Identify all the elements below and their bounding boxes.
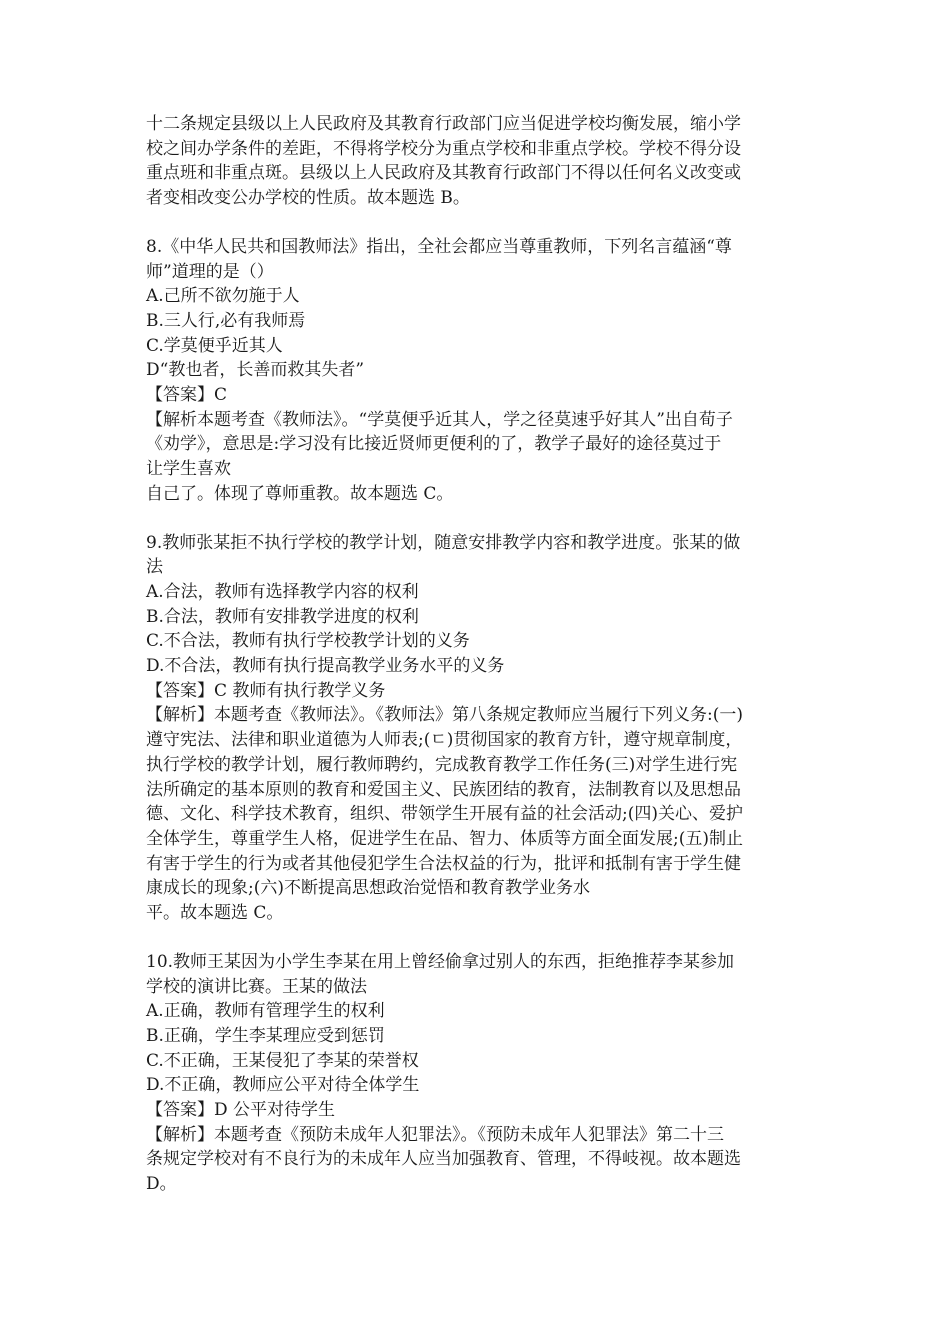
analysis-line: 【解析】本题考查《预防未成年人犯罪法》。《预防未成年人犯罪法》第二十三 [146,1124,724,1145]
option-a: A.合法，教师有选择教学内容的权利 [146,581,419,602]
question-stem: 8.《中华人民共和国教师法》指出，全社会都应当尊重教师，下列名言蕴涵“尊 [146,236,732,257]
answer: 【答案】C 教师有执行教学义务 [146,680,386,701]
analysis-line: 【解析】本题考查《教师法》。《教师法》第八条规定教师应当履行下列义务:(一) [146,705,743,726]
option-c: C.不正确，王某侵犯了李某的荣誉权 [146,1050,419,1071]
option-d: D“教也者，长善而救其失者” [146,360,365,381]
question-stem: 9.教师张某拒不执行学校的教学计划，随意安排教学内容和教学进度。张某的做 [146,532,741,553]
text-line: 十二条规定县级以上人民政府及其教育行政部门应当促进学校均衡发展，缩小学 [146,114,741,134]
option-c: C.学莫便乎近其人 [146,335,283,356]
text-line: 校之间办学条件的差距，不得将学校分为重点学校和非重点学校。学校不得分设 [146,138,741,159]
text-line: 重点班和非重点斑。县级以上人民政府及其教育行政部门不得以任何名义改变或 [146,163,741,184]
intro-paragraph [146,112,816,211]
analysis-line: 执行学校的教学计划，履行教师聘约，完成教育教学工作任务(三)对学生进行宪 [146,754,738,775]
analysis-line: D。 [146,1174,177,1195]
option-c: C.不合法，教师有执行学校教学计划的义务 [146,631,470,652]
analysis-line: 条规定学校对有不良行为的未成年人应当加强教育、管理，不得岐视。故本题选 [146,1149,741,1170]
option-a: A.己所不欲勿施于人 [146,286,300,307]
option-b: B.正确，学生李某理应受到惩罚 [146,1025,385,1046]
question-stem: 师”道理的是（） [146,261,274,282]
question-8 [146,235,816,507]
question-9 [146,531,816,926]
analysis-line: 《劝学》，意思是:学习没有比接近贤师更便利的了，教学子最好的途径莫过于 [146,434,722,455]
analysis-line: 康成长的现象;(六)不断提高思想政治觉悟和教育教学业务水 [146,878,590,899]
question-10 [146,950,816,1197]
document-page [146,112,816,1221]
answer: 【答案】D 公平对待学生 [146,1100,336,1121]
text-line: 者变相改变公办学校的性质。故本题选 B。 [146,188,470,209]
question-stem: 法 [146,557,163,578]
answer: 【答案】C [146,385,228,406]
option-b: B.三人行,必有我师焉 [146,310,306,331]
analysis-line: 德、文化、科学技术教育，组织、带领学生开展有益的社会活动;(四)关心、爱护 [146,804,743,825]
analysis-line: 遵守宪法、法律和职业道德为人师表;(ㄷ)贯彻国家的教育方针，遵守规章制度， [146,730,743,751]
analysis-line: 平。故本题选 C。 [146,903,284,924]
analysis-line: 【解析本题考查《教师法》。“学莫便乎近其人，学之径莫速乎好其人”出自荀子 [146,409,733,430]
option-d: D.不正确，教师应公平对待全体学生 [146,1075,420,1096]
analysis-line: 有害于学生的行为或者其他侵犯学生合法权益的行为，批评和抵制有害于学生健 [146,853,741,874]
question-stem: 学校的演讲比赛。王某的做法 [146,976,367,997]
option-b: B.合法，教师有安排教学进度的权利 [146,606,419,627]
analysis-line: 法所确定的基本原则的教育和爱国主义、民族团结的教育，法制教育以及思想品 [146,779,741,800]
option-a: A.正确，教师有管理学生的权利 [146,1001,385,1022]
analysis-line: 自己了。体现了尊师重教。故本题选 C。 [146,483,454,504]
question-stem: 10.教师王某因为小学生李某在用上曾经偷拿过别人的东西，拒绝推荐李某参加 [146,951,735,972]
option-d: D.不合法，教师有执行提高教学业务水平的义务 [146,656,505,677]
analysis-line: 让学生喜欢 [146,459,231,480]
analysis-line: 全体学生，尊重学生人格，促进学生在品、智力、体质等方面全面发展;(五)制止 [146,828,743,849]
